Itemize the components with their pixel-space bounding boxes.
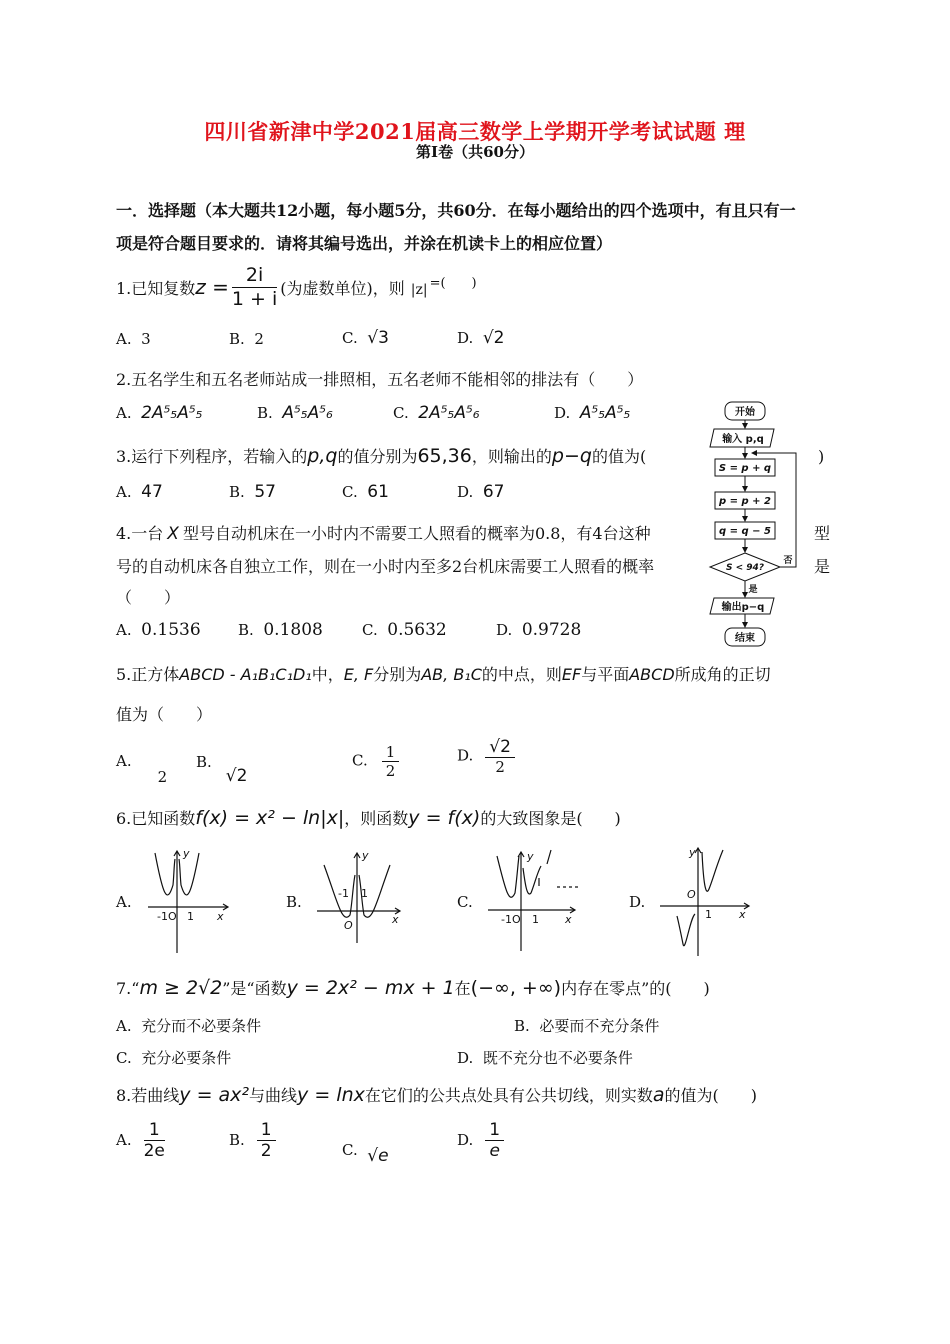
q7-option-c[interactable] bbox=[116, 1047, 231, 1068]
q5-d-den: 2 bbox=[495, 758, 505, 777]
q2-option-a-label: A. bbox=[116, 404, 132, 422]
graph-a-y: y bbox=[183, 847, 190, 860]
q7-mid: ”是“函数 bbox=[222, 979, 287, 998]
q8-option-a-label: A. bbox=[116, 1130, 132, 1149]
q2-option-b[interactable] bbox=[257, 403, 333, 423]
q3-pmq: p−q bbox=[551, 445, 592, 467]
q6-graph-a[interactable] bbox=[143, 845, 233, 955]
flowchart bbox=[700, 395, 810, 655]
question-5-line1 bbox=[116, 662, 771, 685]
q3-option-c[interactable] bbox=[342, 482, 389, 502]
q6-graph-c[interactable] bbox=[483, 848, 583, 953]
q7-option-d-label: D. bbox=[457, 1049, 474, 1067]
q8-option-c[interactable] bbox=[342, 1140, 389, 1166]
q1-denominator: 1 + i bbox=[231, 287, 278, 310]
q1-option-c-value: √3 bbox=[367, 328, 389, 348]
q2-option-a-value: 2A⁵₅A⁵₅ bbox=[141, 403, 203, 423]
q6-option-b-label[interactable]: B. bbox=[286, 893, 302, 911]
q7-option-d-value: 既不充分也不必要条件 bbox=[482, 1049, 633, 1067]
q5-c-den: 2 bbox=[385, 762, 396, 780]
graph-b-y: y bbox=[362, 849, 369, 862]
flow-end-text: 结束 bbox=[735, 633, 755, 644]
q3-option-a-label: A. bbox=[116, 483, 132, 501]
q4-option-d[interactable] bbox=[496, 620, 581, 640]
question-8 bbox=[116, 1083, 757, 1106]
q3-option-d-value: 67 bbox=[482, 482, 505, 502]
graph-c-y: y bbox=[527, 850, 534, 863]
question-4-line1 bbox=[116, 521, 651, 544]
q1-absz: |z| bbox=[410, 282, 428, 298]
q5-seg: EF bbox=[561, 665, 582, 684]
q8-mid: 与曲线 bbox=[249, 1086, 298, 1105]
flow-input-text: 输入 p,q bbox=[722, 434, 764, 445]
q7-option-d[interactable] bbox=[457, 1047, 633, 1068]
q5-option-c[interactable] bbox=[352, 743, 402, 780]
q3-text-b: 的值分别为 bbox=[337, 447, 418, 466]
q1-numerator: 2i bbox=[232, 264, 277, 288]
q6-graph-b[interactable] bbox=[312, 845, 407, 945]
q5-line1-b: 中， bbox=[311, 665, 344, 684]
q6-option-a-label[interactable]: A. bbox=[116, 893, 132, 911]
q5-option-c-fraction bbox=[382, 743, 400, 780]
q3-option-b[interactable] bbox=[229, 482, 276, 502]
graph-a-x: x bbox=[217, 910, 224, 923]
q1-option-d-value: √2 bbox=[482, 328, 505, 348]
question-4-line2: 号的自动机床各自独立工作，则在一小时内至多2台机床需要工人照看的概率 bbox=[116, 557, 655, 576]
q1-suffix: =( ) bbox=[429, 275, 477, 291]
flow-step3-text: q = q − 5 bbox=[719, 526, 771, 537]
q4-line1-b: 型号自动机床在一小时内不需要工人照看的概率为0.8，有4台这种 bbox=[182, 524, 651, 543]
q8-a-den: 2e bbox=[143, 1141, 165, 1162]
q1-option-a-value: 3 bbox=[141, 330, 151, 348]
q2-option-c-label: C. bbox=[393, 404, 409, 422]
q4-option-a-value: 0.1536 bbox=[141, 620, 201, 640]
q8-option-c-value: √e bbox=[367, 1146, 389, 1166]
q3-option-a-value: 47 bbox=[141, 482, 163, 502]
q3-option-c-label: C. bbox=[342, 483, 358, 501]
q1-option-c-label: C. bbox=[342, 329, 358, 347]
q4-line2-tail: 是 bbox=[814, 557, 831, 576]
q8-option-a[interactable] bbox=[116, 1120, 168, 1162]
q5-option-d-label: D. bbox=[457, 746, 474, 765]
question-2: 2.五名学生和五名老师站成一排照相，五名老师不能相邻的排法有（ ） bbox=[116, 370, 644, 389]
q8-option-d-label: D. bbox=[457, 1130, 474, 1149]
q8-d-den: e bbox=[489, 1141, 500, 1162]
q2-option-d[interactable] bbox=[554, 403, 630, 423]
q3-pq: p,q bbox=[307, 445, 338, 467]
q2-option-d-label: D. bbox=[554, 404, 571, 422]
q5-c-num: 1 bbox=[382, 743, 400, 762]
flow-start-text: 开始 bbox=[735, 407, 755, 418]
flow-yes-label: 是 bbox=[748, 585, 758, 595]
q5-line1-a: 5.正方体 bbox=[116, 665, 180, 684]
q5-option-b[interactable] bbox=[196, 752, 248, 786]
q5-option-d[interactable] bbox=[457, 737, 518, 776]
q6-func: f(x) = x² − ln|x| bbox=[195, 807, 345, 829]
q4-option-d-value: 0.9728 bbox=[521, 620, 582, 640]
q1-option-b[interactable] bbox=[229, 330, 264, 348]
q7-option-a-value: 充分而不必要条件 bbox=[141, 1017, 262, 1035]
q5-ef: E, F bbox=[343, 665, 374, 684]
graph-d-o: O bbox=[687, 888, 696, 901]
q7-mid2: 在 bbox=[454, 979, 471, 998]
graph-d-one: 1 bbox=[705, 908, 712, 921]
q4-option-d-label: D. bbox=[496, 621, 513, 639]
q7-prefix: 7.“ bbox=[116, 979, 140, 998]
q4-option-b[interactable] bbox=[238, 620, 323, 640]
q4-line1-a: 4.一台 bbox=[116, 524, 164, 543]
q3-option-d[interactable] bbox=[457, 482, 504, 502]
q7-func: y = 2x² − mx + 1 bbox=[286, 977, 455, 999]
graph-b-o: O bbox=[344, 919, 353, 932]
q1-option-b-label: B. bbox=[229, 330, 245, 348]
q5-d-num: √2 bbox=[485, 737, 515, 758]
q1-option-a[interactable] bbox=[116, 330, 151, 348]
q8-b-den: 2 bbox=[260, 1141, 272, 1162]
q7-interval: (−∞, +∞) bbox=[470, 977, 562, 999]
q5-line1-d: 的中点，则 bbox=[481, 665, 562, 684]
q8-option-b-label: B. bbox=[229, 1130, 245, 1149]
q1-option-a-label: A. bbox=[116, 330, 132, 348]
question-1 bbox=[116, 262, 477, 312]
q3-option-d-label: D. bbox=[457, 483, 474, 501]
q3-vals: 65,36 bbox=[417, 445, 472, 467]
q3-option-b-label: B. bbox=[229, 483, 245, 501]
q5-option-c-label: C. bbox=[352, 751, 368, 770]
q7-suffix: 内存在零点”的( ) bbox=[561, 979, 710, 998]
question-5-line2: 值为（ ） bbox=[116, 705, 213, 724]
q8-suffix: 的值为( ) bbox=[664, 1086, 758, 1105]
flow-output-text: 输出p−q bbox=[721, 602, 765, 613]
q8-option-b-fraction bbox=[257, 1120, 276, 1162]
q7-option-c-label: C. bbox=[116, 1049, 132, 1067]
q5-option-b-value: √2 bbox=[225, 766, 248, 786]
q2-option-d-value: A⁵₅A⁵₅ bbox=[579, 403, 631, 423]
q6-graph-d[interactable] bbox=[655, 844, 755, 959]
q7-option-a[interactable] bbox=[116, 1015, 261, 1036]
graph-b-one: 1 bbox=[361, 887, 368, 900]
q4-option-b-value: 0.1808 bbox=[263, 620, 323, 640]
q5-cube: ABCD - A₁B₁C₁D₁ bbox=[179, 665, 312, 684]
q8-a: a bbox=[652, 1084, 665, 1106]
q8-prefix: 8.若曲线 bbox=[116, 1086, 180, 1105]
q4-option-c-label: C. bbox=[362, 621, 378, 639]
q2-option-b-label: B. bbox=[257, 404, 273, 422]
page-title: 四川省新津中学2021届高三数学上学期开学考试试题 理 bbox=[204, 119, 746, 144]
page-subtitle: 第Ⅰ卷（共60分） bbox=[416, 143, 534, 161]
q3-text-a: 3.运行下列程序，若输入的 bbox=[116, 447, 308, 466]
q8-mid2: 在它们的公共点处具有公共切线，则实数 bbox=[364, 1086, 653, 1105]
q2-option-c[interactable] bbox=[393, 403, 480, 423]
q5-line1-e: 与平面 bbox=[581, 665, 630, 684]
q8-option-c-label: C. bbox=[342, 1141, 358, 1159]
q4-option-a-label: A. bbox=[116, 621, 132, 639]
q8-option-b[interactable] bbox=[229, 1120, 279, 1162]
q2-option-c-value: 2A⁵₅A⁵₆ bbox=[418, 403, 480, 423]
q8-a-num: 1 bbox=[144, 1120, 165, 1141]
question-6 bbox=[116, 806, 621, 829]
q6-func2: y = f(x) bbox=[408, 807, 481, 829]
q5-edges: AB, B₁C bbox=[421, 665, 482, 684]
q5-line1-f: 所成角的正切 bbox=[674, 665, 771, 684]
graph-a-one: 1 bbox=[187, 910, 194, 923]
section-instructions-line1: 一．选择题（本大题共12小题，每小题5分，共60分．在每小题给出的四个选项中，有且只有一 bbox=[116, 201, 796, 220]
graph-d-y: y bbox=[689, 846, 696, 859]
q6-option-d-label[interactable]: D. bbox=[629, 893, 646, 911]
q7-option-a-label: A. bbox=[116, 1017, 132, 1035]
q6-suffix: 的大致图象是( ) bbox=[480, 809, 621, 828]
graph-d-x: x bbox=[739, 908, 746, 921]
q8-c2: y = lnx bbox=[297, 1084, 365, 1106]
q7-option-b[interactable] bbox=[514, 1015, 659, 1036]
q6-mid: ，则函数 bbox=[344, 809, 409, 828]
flow-no-label: 否 bbox=[783, 556, 793, 566]
q1-option-c[interactable] bbox=[342, 328, 389, 348]
graph-a-neg1o: -1O bbox=[157, 910, 177, 923]
q2-option-a[interactable] bbox=[116, 403, 203, 423]
q1-option-b-value: 2 bbox=[254, 330, 264, 348]
graph-b-neg1: -1 bbox=[338, 887, 349, 900]
q5-option-a-label: A. bbox=[116, 752, 132, 770]
question-4-line3: （ ） bbox=[116, 588, 181, 607]
q3-text-d: 的值为( bbox=[591, 447, 647, 466]
q8-c1: y = ax² bbox=[179, 1084, 250, 1106]
q4-line1-tail: 型 bbox=[814, 524, 831, 543]
q8-d-num: 1 bbox=[485, 1120, 504, 1141]
q5-option-a-value: 2 bbox=[157, 768, 168, 786]
q3-text-c: ，则输出的 bbox=[471, 447, 552, 466]
q4-option-c[interactable] bbox=[362, 620, 447, 640]
q5-option-d-fraction bbox=[485, 737, 515, 776]
q3-option-c-value: 61 bbox=[367, 482, 389, 502]
flow-step2-text: p = p + 2 bbox=[719, 496, 771, 507]
q1-option-d-label: D. bbox=[457, 329, 474, 347]
q5-plane: ABCD bbox=[629, 665, 675, 684]
q4-option-b-label: B. bbox=[238, 621, 254, 639]
q4-var: X bbox=[167, 524, 179, 544]
q7-cond: m ≥ 2√2 bbox=[139, 977, 223, 999]
q1-z: z = bbox=[195, 275, 229, 299]
q3-option-b-value: 57 bbox=[254, 482, 276, 502]
q5-option-b-label: B. bbox=[196, 753, 212, 771]
q7-option-b-label: B. bbox=[514, 1017, 530, 1035]
q1-fraction bbox=[232, 264, 277, 311]
q7-option-b-value: 必要而不充分条件 bbox=[539, 1017, 660, 1035]
question-3 bbox=[116, 444, 646, 467]
q1-option-d[interactable] bbox=[457, 328, 504, 348]
q3-option-a[interactable] bbox=[116, 482, 163, 502]
q8-option-a-fraction bbox=[144, 1120, 165, 1162]
flow-step1-text: S = p + q bbox=[718, 463, 772, 474]
graph-c-one: 1 bbox=[532, 913, 539, 926]
graph-c-neg1o: -1O bbox=[501, 913, 521, 926]
q6-option-c-label[interactable]: C. bbox=[457, 893, 473, 911]
section-instructions-line2: 项是符合题目要求的．请将其编号选出，并涂在机读卡上的相应位置） bbox=[116, 234, 613, 253]
flow-condition-text: S < 94? bbox=[725, 563, 765, 573]
graph-c-x: x bbox=[565, 913, 572, 926]
q1-mid: (为虚数单位)，则 bbox=[280, 278, 405, 298]
q4-option-c-value: 0.5632 bbox=[387, 620, 447, 640]
question-7 bbox=[116, 976, 710, 999]
q1-prefix: 1.已知复数 bbox=[116, 278, 196, 298]
q4-option-a[interactable] bbox=[116, 620, 201, 640]
q7-option-c-value: 充分必要条件 bbox=[141, 1049, 232, 1067]
graph-b-x: x bbox=[392, 913, 399, 926]
q5-line1-c: 分别为 bbox=[373, 665, 422, 684]
q2-option-b-value: A⁵₅A⁵₆ bbox=[282, 403, 333, 423]
q6-prefix: 6.已知函数 bbox=[116, 809, 196, 828]
q3-close-paren: ) bbox=[818, 447, 825, 466]
q8-option-d[interactable] bbox=[457, 1120, 507, 1162]
q5-option-a[interactable] bbox=[116, 752, 168, 786]
q8-option-d-fraction bbox=[485, 1120, 504, 1162]
q8-b-num: 1 bbox=[257, 1120, 276, 1141]
